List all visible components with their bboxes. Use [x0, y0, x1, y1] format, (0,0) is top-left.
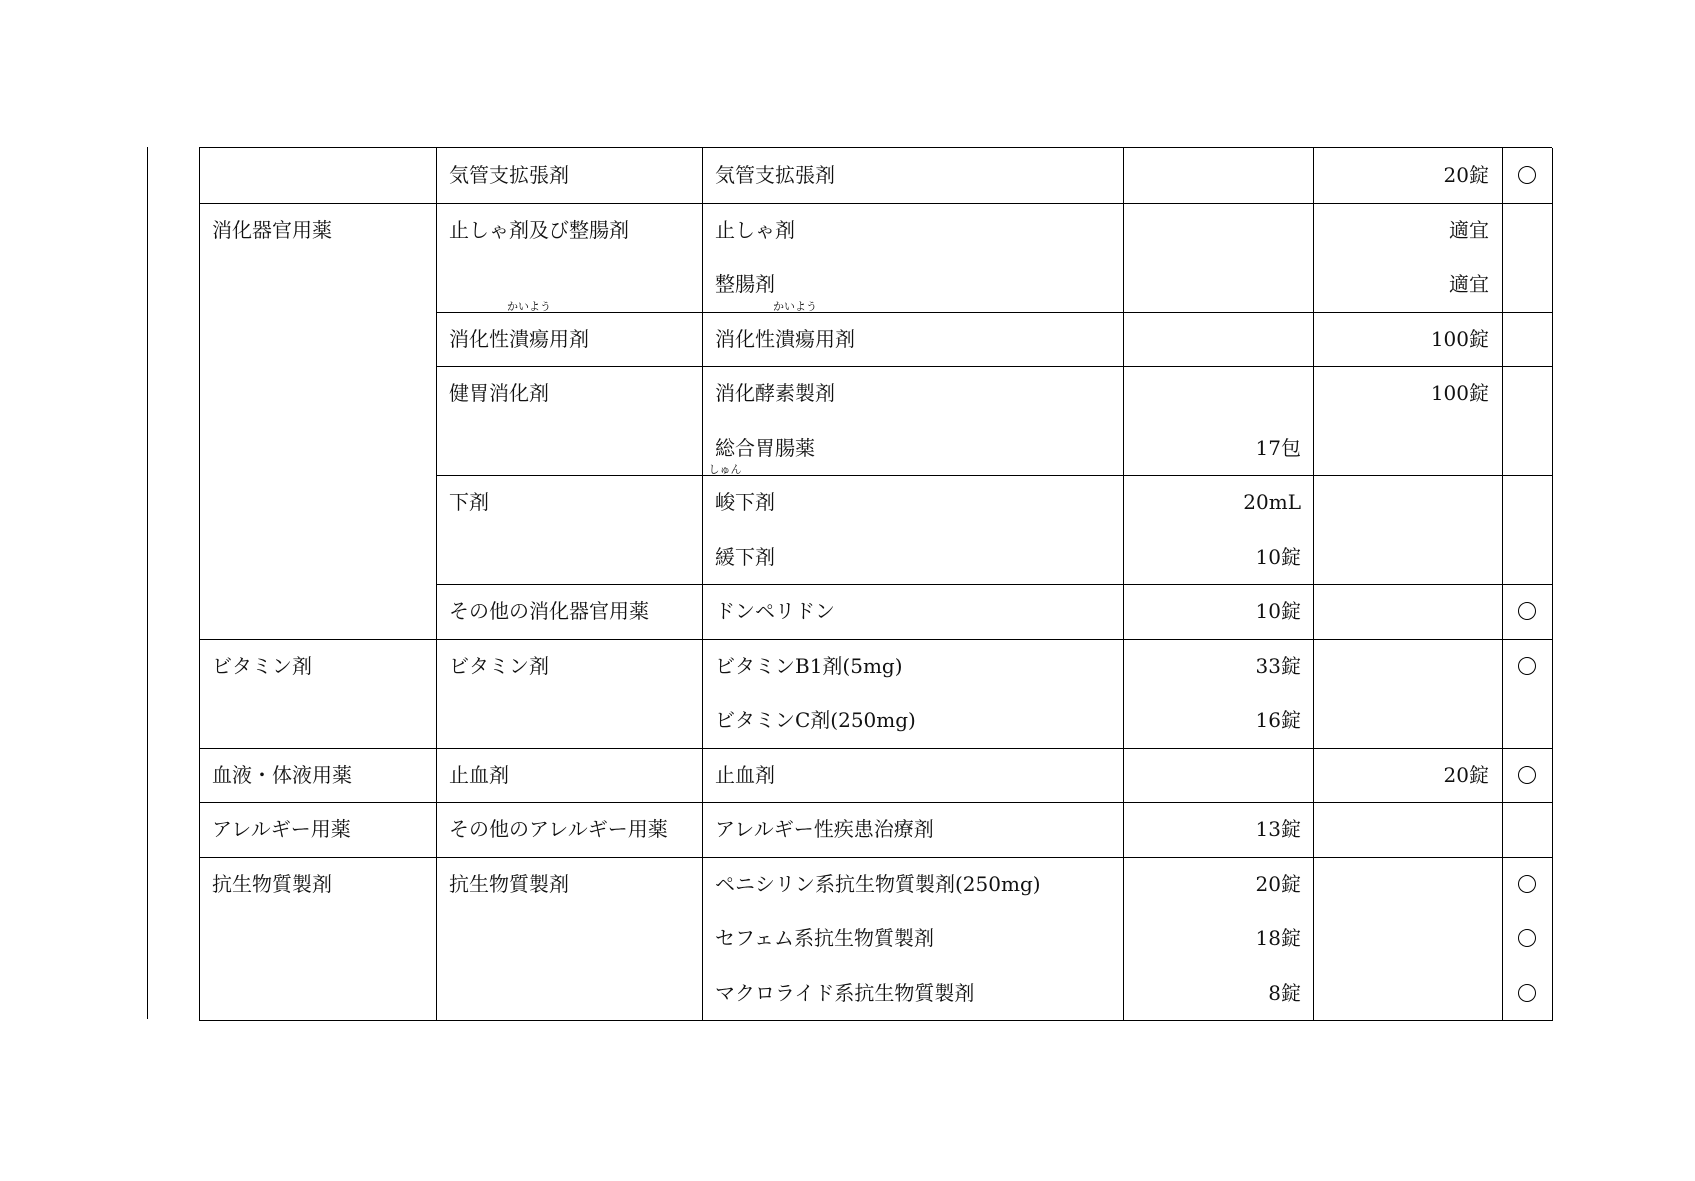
ruby-annotation: 潰瘍 かいよう [507, 300, 551, 351]
item-cell: ペニシリン系抗生物質製剤(250mg) [715, 872, 1041, 896]
quantity-a-cell: 8錠 [1268, 981, 1301, 1005]
circle-mark-icon [1518, 602, 1536, 620]
quantity-b-cell: 適宜 [1449, 272, 1489, 296]
subcategory-cell: 止血剤 [449, 763, 509, 787]
quantity-a-cell: 17包 [1255, 436, 1301, 460]
category-cell: 消化器官用薬 [212, 218, 332, 242]
quantity-a-cell: 33錠 [1255, 654, 1301, 678]
quantity-a-cell: 18錠 [1255, 926, 1301, 950]
quantity-b-cell: 20錠 [1443, 163, 1489, 187]
quantity-b-cell: 適宜 [1449, 218, 1489, 242]
circle-mark-icon [1518, 766, 1536, 784]
circle-mark-icon [1518, 875, 1536, 893]
circle-mark-icon [1518, 929, 1536, 947]
item-cell: 整腸剤 [715, 272, 775, 296]
circle-mark-icon [1518, 984, 1536, 1002]
left-margin-rule [147, 147, 148, 1019]
item-cell: 総合胃腸薬 [715, 436, 815, 460]
item-cell: ドンペリドン [715, 599, 835, 623]
subcategory-cell: 抗生物質製剤 [449, 872, 569, 896]
quantity-a-cell: 20mL [1243, 490, 1301, 514]
subcategory-cell: 健胃消化剤 [449, 381, 549, 405]
subcategory-cell: 止しゃ剤及び整腸剤 [449, 218, 629, 242]
row-divider [200, 1020, 1552, 1021]
ruby-annotation: 潰瘍 かいよう [773, 300, 817, 351]
circle-mark-icon [1518, 166, 1536, 184]
quantity-b-cell: 100錠 [1430, 381, 1489, 405]
item-cell: 止しゃ剤 [715, 218, 795, 242]
subcategory-cell: 消化性潰瘍 かいよう 用剤 [449, 312, 694, 366]
subcategory-cell: その他のアレルギー用薬 [449, 817, 668, 841]
category-cell: 抗生物質製剤 [212, 872, 332, 896]
ruby-annotation: 峻 しゅん [708, 463, 742, 514]
subcategory-cell: 気管支拡張剤 [449, 163, 569, 187]
item-cell: 気管支拡張剤 [715, 163, 835, 187]
quantity-a-cell: 16錠 [1255, 708, 1301, 732]
quantity-a-cell: 10錠 [1255, 545, 1301, 569]
medicine-table [199, 147, 1552, 1021]
item-cell: ビタミンC剤(250mg) [715, 708, 916, 732]
quantity-a-cell: 10錠 [1255, 599, 1301, 623]
circle-mark-icon [1518, 657, 1536, 675]
quantity-a-cell: 13錠 [1255, 817, 1301, 841]
item-cell: 消化性潰瘍 かいよう 用剤 [715, 312, 1115, 366]
category-cell: アレルギー用薬 [212, 817, 351, 841]
col-divider-right [1552, 148, 1553, 1021]
quantity-b-cell: 100錠 [1430, 327, 1489, 351]
item-cell: ビタミンB1剤(5mg) [715, 654, 903, 678]
item-cell: マクロライド系抗生物質製剤 [715, 981, 975, 1005]
category-cell: ビタミン剤 [212, 654, 312, 678]
item-cell: アレルギー性疾患治療剤 [715, 817, 934, 841]
item-cell: 消化酵素製剤 [715, 381, 835, 405]
item-cell: 止血剤 [715, 763, 775, 787]
quantity-a-cell: 20錠 [1255, 872, 1301, 896]
item-cell: 峻 しゅん 下剤 [715, 475, 1115, 529]
subcategory-cell: その他の消化器官用薬 [449, 599, 649, 623]
item-cell: 緩下剤 [715, 545, 775, 569]
category-cell: 血液・体液用薬 [212, 763, 352, 787]
subcategory-cell: ビタミン剤 [449, 654, 549, 678]
item-cell: セフェム系抗生物質製剤 [715, 926, 934, 950]
subcategory-cell: 下剤 [449, 490, 489, 514]
quantity-b-cell: 20錠 [1443, 763, 1489, 787]
